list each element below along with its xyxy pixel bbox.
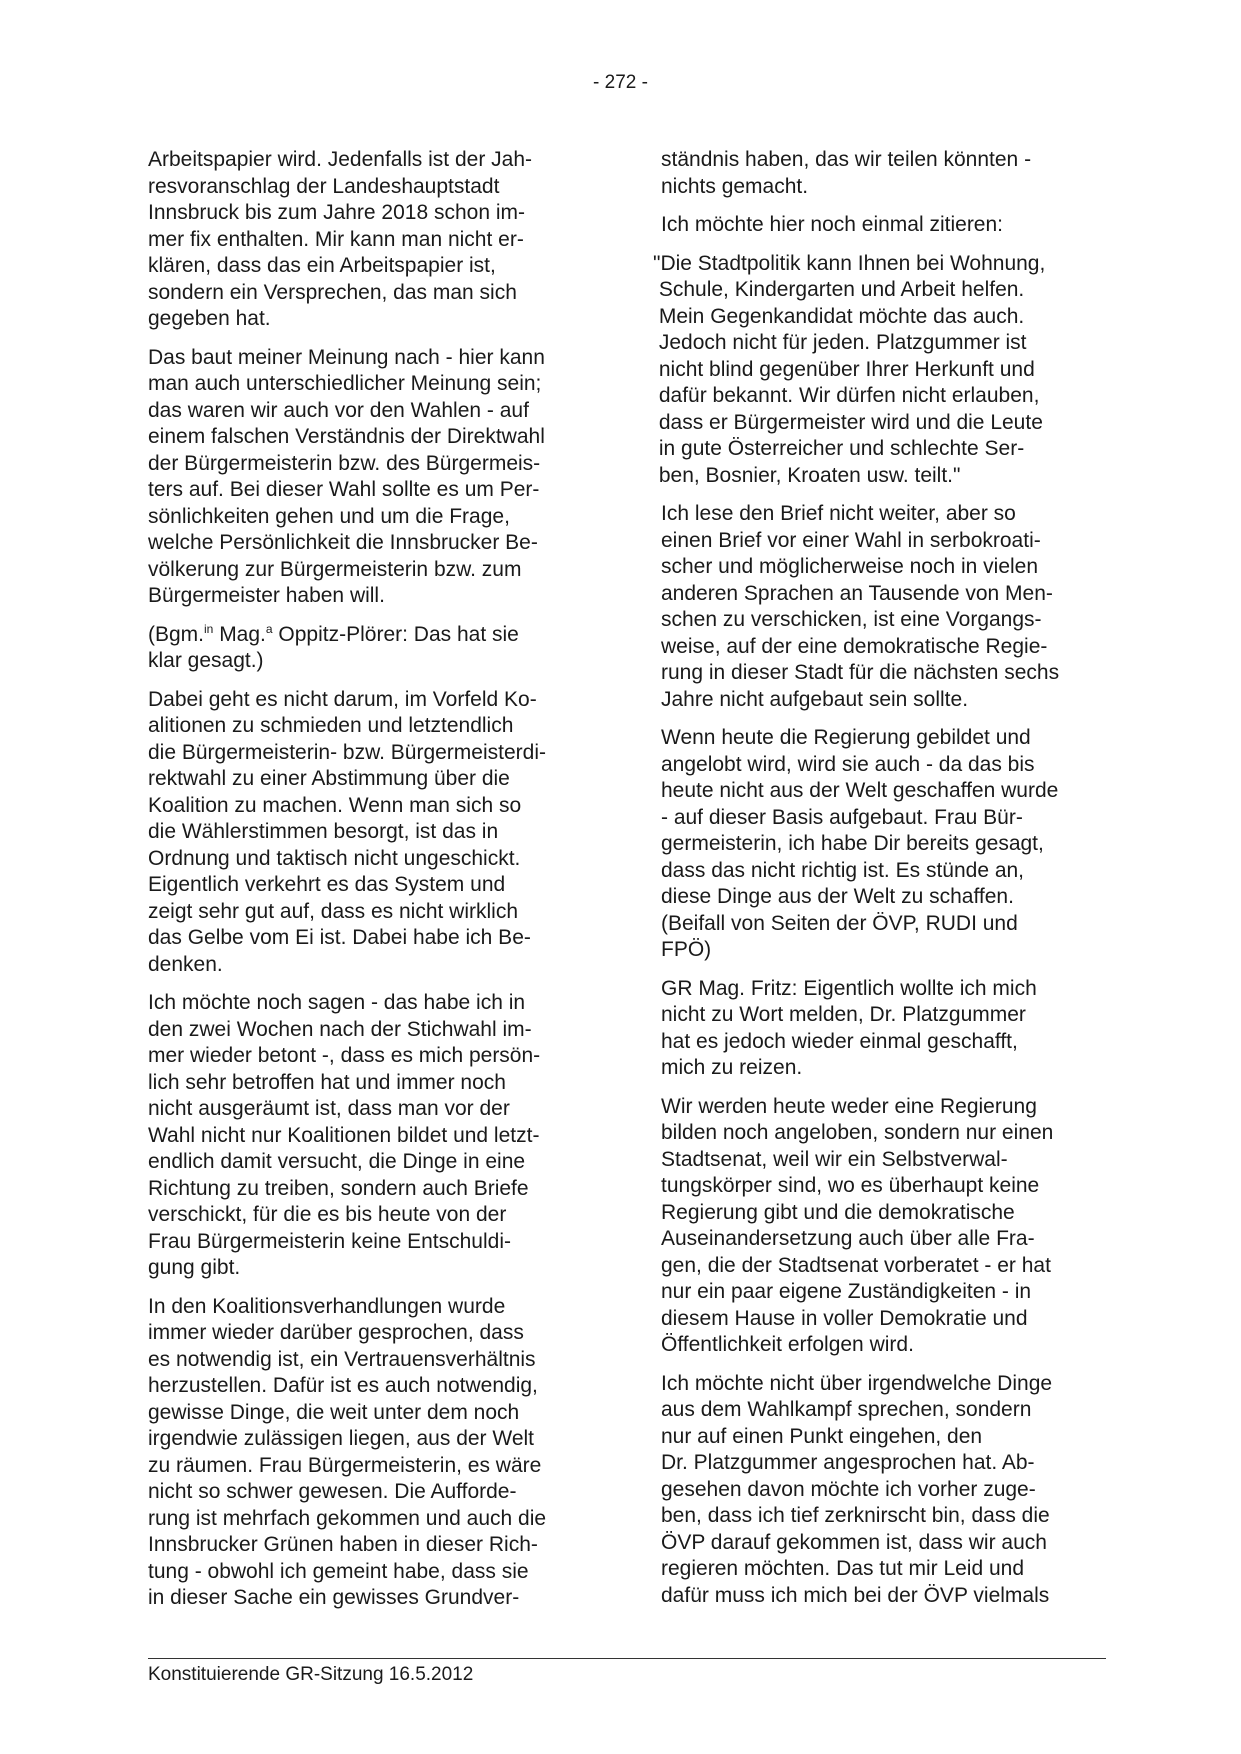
page-number: - 272 -	[593, 72, 648, 93]
paragraph: Wenn heute die Regierung gebildet und angelobt wird, wird sie auch - da das bis heute nicht aus der Welt geschaffen wurde - auf dieser Basis aufgebaut. Frau Bür- germeisterin, ich habe Dir bereits gesagt, dass das nicht richtig ist. Es stünde an, diese Dinge aus der Welt zu schaffen. (Beifall von Seiten der ÖVP, RUDI und FPÖ)	[661, 726, 1059, 961]
speaker-paragraph: GR Mag. Fritz: Eigentlich wollte ich mich nicht zu Wort melden, Dr. Platzgummer hat es jedoch wieder einmal geschafft, mich zu reizen.	[661, 976, 1037, 1079]
left-column	[148, 147, 594, 1624]
interjection-text: Oppitz-Plörer: Das hat sie klar gesagt.)	[148, 622, 519, 672]
superscript: a	[265, 621, 273, 636]
quote-paragraph: "Die Stadtpolitik kann Ihnen bei Wohnung, Schule, Kindergarten und Arbeit helfen. Mein Gegenkandidat möchte das auch. Jedoch nicht für jeden. Platzgummer ist nicht blind gegenüber Ihrer Herkunft und dafür bekannt. Wir dürfen nicht erlauben, dass er Bürgermeister wird und die Leute in gute Österreicher und schlechte Ser- ben, Bosnier, Kroaten usw. teilt."	[653, 251, 1046, 487]
paragraph: Das baut meiner Meinung nach - hier kann man auch unterschiedlicher Meinung sein; das waren wir auch vor den Wahlen - auf einem falschen Verständnis der Direktwahl der Bürgermeisterin bzw. des Bürgermeis- ters auf. Bei dieser Wahl sollte es um Per- sönlichkeiten gehen und um die Frage, welche Persönlichkeit die Innsbrucker Be- völkerung zur Bürgermeisterin bzw. zum Bürgermeister haben will.	[148, 345, 545, 607]
paragraph: Ich lese den Brief nicht weiter, aber so einen Brief vor einer Wahl in serbokroati- scher und möglicherweise noch in vielen anderen Sprachen an Tausende von Men- schen zu verschicken, ist eine Vorgangs- weise, auf der eine demokratische Regie- rung in dieser Stadt für die nächsten sechs Jahre nicht aufgebaut sein sollte.	[661, 502, 1060, 711]
paragraph: Ich möchte nicht über irgendwelche Dinge aus dem Wahlkampf sprechen, sondern nur auf einen Punkt eingehen, den Dr. Platzgummer angesprochen hat. Ab- gesehen davon möchte ich vorher zuge- ben, dass ich tief zerknirscht bin, dass die ÖVP darauf gekommen ist, dass wir auch regieren möchten. Das tut mir Leid und dafür muss ich mich bei der ÖVP vielmals	[661, 1371, 1053, 1607]
interjection-paragraph	[148, 622, 594, 675]
right-column	[653, 147, 1111, 1621]
paragraph: ständnis haben, das wir teilen könnten - nichts gemacht.	[661, 148, 1032, 198]
footer-text: Konstituierende GR-Sitzung 16.5.2012	[148, 1664, 474, 1685]
footer-divider	[148, 1658, 1106, 1659]
paragraph: In den Koalitionsverhandlungen wurde immer wieder darüber gesprochen, dass es notwendig ist, ein Vertrauensverhältnis herzustellen. Dafür ist es auch notwendig, gewisse Dinge, die weit unter dem noch irgendwie zulässigen liegen, aus der Welt zu räumen. Frau Bürgermeisterin, es wäre nicht so schwer gewesen. Die Aufforde- rung ist mehrfach gekommen und auch die Innsbrucker Grünen haben in dieser Rich- tung - obwohl ich gemeint habe, dass sie in dieser Sache ein gewisses Grundver-	[148, 1294, 547, 1609]
paragraph: Ich möchte noch sagen - das habe ich in den zwei Wochen nach der Stichwahl im- mer wieder betont -, dass es mich persön- lich sehr betroffen hat und immer noch nicht ausgeräumt ist, dass man vor der Wahl nicht nur Koalitionen bildet und letzt- endlich damit versucht, die Dinge in eine Richtung zu treiben, sondern auch Briefe verschickt, für die es bis heute von der Frau Bürgermeisterin keine Entschuldi- gung gibt.	[148, 991, 541, 1279]
paragraph: Wir werden heute weder eine Regierung bilden noch angeloben, sondern nur einen Stadtsenat, weil wir ein Selbstverwal- tungskörper sind, wo es überhaupt keine Regierung gibt und die demokratische Auseinandersetzung auch über alle Fra- gen, die der Stadtsenat vorberatet - er hat nur ein paar eigene Zuständigkeiten - in diesem Hause in voller Demokratie und Öffentlichkeit erfolgen wird.	[661, 1094, 1054, 1356]
paragraph: Arbeitspapier wird. Jedenfalls ist der Jah- resvoranschlag der Landeshauptstadt Innsbruck bis zum Jahre 2018 schon im- mer fix enthalten. Mir kann man nicht er- klären, dass das ein Arbeitspapier ist, sondern ein Versprechen, das man sich gegeben hat.	[148, 148, 533, 330]
superscript: in	[204, 621, 214, 636]
interjection-text: (Bgm.	[148, 622, 205, 646]
paragraph: Dabei geht es nicht darum, im Vorfeld Ko- alitionen zu schmieden und letztendlich die Bürgermeisterin- bzw. Bürgermeisterdi- rektwahl zu einer Abstimmung über die Koalition zu machen. Wenn man sich so die Wählerstimmen besorgt, ist das in Ordnung und taktisch nicht ungeschickt. Eigentlich verkehrt es das System und zeigt sehr gut auf, dass es nicht wirklich das Gelbe vom Ei ist. Dabei habe ich Be- denken.	[148, 687, 546, 976]
paragraph: Ich möchte hier noch einmal zitieren:	[661, 213, 1003, 236]
interjection-text: Mag.	[213, 622, 266, 646]
